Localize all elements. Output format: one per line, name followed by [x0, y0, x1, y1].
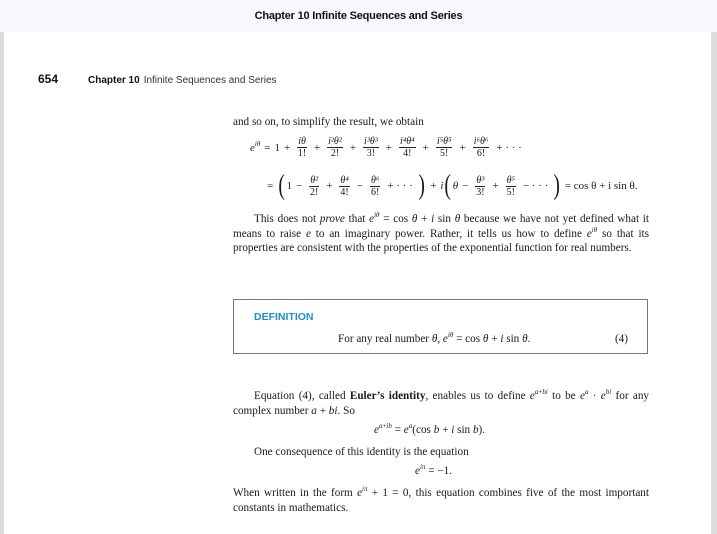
- viewer-title-bar: [0, 0, 717, 32]
- eq1-term-6: $\frac{\text{i⁶θ⁶}}{6!}$: [473, 136, 489, 159]
- eq1-term-2: $\frac{\text{i²θ²}}{2!}$: [328, 136, 342, 159]
- eq1-lhs: $e^{i\theta}$: [250, 139, 261, 154]
- running-head: [38, 72, 277, 86]
- equation-real-imag-split: = ( 1 − $\frac{\text{θ²}}{2!}$ + $\frac{\text{θ⁴}}{4!}$ − $\frac{\text{θ⁶}}{6!}$ + · · · ) + i ( θ − $\frac{\text{θ³}}{3!}$ + $\frac{\text{θ⁵}}{5!}$ − · · · ) = cos θ + i sin θ.: [267, 170, 638, 201]
- equation-complex-exponential: $e^{a+ib} = e^a(\cos$ b + i sin b).: [374, 422, 486, 436]
- paragraph-euler-identity: Equation (4), called Euler’s identity, enables us to define $e^{a+bi}$ to be $e^a \cdot e^{bi}$ for any complex number a + bi. So: [233, 388, 650, 417]
- scrollbar-track[interactable]: [711, 32, 717, 534]
- eq1-term-1: $\frac{i\theta}{1!}$: [297, 136, 307, 159]
- left-gutter: [0, 32, 4, 534]
- eq1-term-5: $\frac{\text{i⁵θ⁵}}{5!}$: [436, 136, 452, 159]
- paragraph-five-constants: When written in the form $e^{i\pi} + 1 = 0$, this equation combines five of the most important constants in mathematics.: [233, 485, 649, 514]
- equation-euler-pi: $e^{i\pi} = -1$.: [415, 463, 453, 477]
- definition-text: For any real number θ, $e^{i\theta} = \cos \theta + i$ sin θ.: [338, 331, 531, 345]
- term-euler-identity: Euler’s identity: [349, 390, 426, 402]
- page-number: 654: [38, 72, 59, 86]
- definition-box: [233, 299, 648, 354]
- eq1-term-3: $\frac{\text{i³θ³}}{3!}$: [364, 136, 378, 159]
- definition-label: DEFINITION: [254, 311, 314, 323]
- viewer-title: Chapter 10 Infinite Sequences and Series: [254, 10, 463, 22]
- equation-number: (4): [614, 333, 628, 345]
- paragraph-not-a-proof: This does not prove that $e^{i\theta} = \cos \theta + i$ sin θ because we have not yet defined what it means to raise e to an imaginary power. Rather, it tells us how to define $e^{i\theta}$ so that its properties are consistent with the properties of the exponential function for real numbers.: [233, 211, 650, 254]
- running-head-chapter: Chapter 10: [88, 75, 140, 86]
- eq1-term-4: $\frac{\text{i⁴θ⁴}}{4!}$: [399, 136, 415, 159]
- running-head-title: Infinite Sequences and Series: [143, 75, 277, 86]
- intro-text: and so on, to simplify the result, we obtain: [233, 116, 424, 128]
- equation-taylor-expansion: $e^{i\theta}$ = 1 + $\frac{i\theta}{1!}$ + $\frac{\text{i²θ²}}{2!}$ + $\frac{\text{i³θ³}}{3!}$ + $\frac{\text{i⁴θ⁴}}{4!}$ + $\frac{\text{i⁵θ⁵}}{5!}$ + $\frac{\text{i⁶θ⁶}}{6!}$ + · · ·: [250, 136, 522, 159]
- paragraph-consequence: One consequence of this identity is the equation: [254, 446, 469, 458]
